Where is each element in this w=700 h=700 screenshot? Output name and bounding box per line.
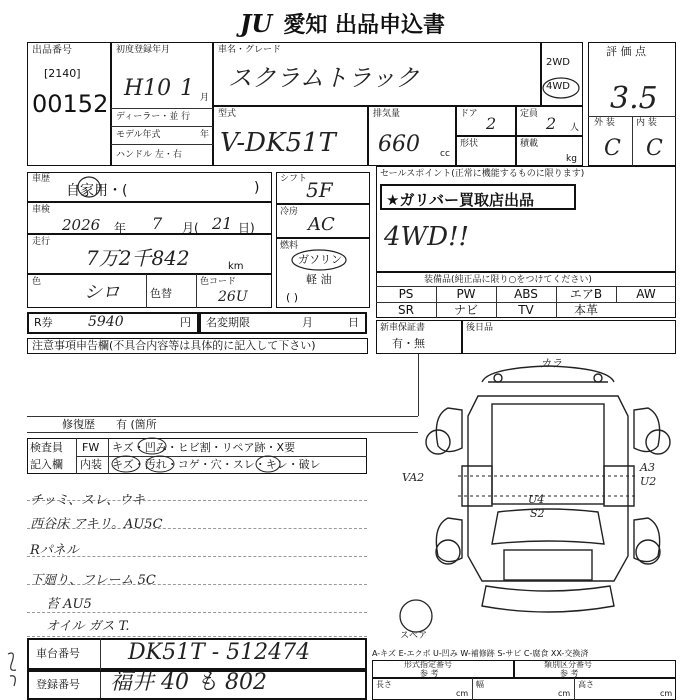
equip-aw: AW bbox=[636, 287, 656, 301]
equipment-label: 装備品(純正品に限り○をつけてください) bbox=[424, 275, 592, 285]
lot-sub: [2140] bbox=[44, 67, 81, 80]
notes-label: 注意事項申告欄(不具合内容等は具体的に記入して下さい) bbox=[32, 339, 316, 352]
diagram-top: カラ bbox=[540, 357, 562, 370]
fuel-circle bbox=[290, 248, 348, 272]
drive-circle bbox=[541, 76, 581, 100]
displacement-value: 660 bbox=[378, 132, 420, 157]
diagram-center-1: U4 bbox=[528, 493, 545, 506]
shift-label: シフト bbox=[280, 174, 308, 184]
displacement-unit: cc bbox=[440, 149, 450, 159]
selling-point-banner: ★ガリバー買取店出品 bbox=[386, 191, 534, 209]
mileage-label: 走行 bbox=[32, 237, 51, 247]
registration-label: 登録番号 bbox=[36, 678, 80, 691]
inspection-year-unit: 年 bbox=[114, 221, 127, 235]
score-label: 評 価 点 bbox=[606, 45, 646, 58]
designated-label: 形式指定番号 bbox=[404, 660, 452, 669]
fw-label: FW bbox=[82, 441, 100, 454]
car-diagram bbox=[418, 356, 678, 636]
equip-ps: PS bbox=[398, 287, 414, 301]
inspection-label: 車検 bbox=[32, 205, 51, 215]
model-year-unit: 年 bbox=[200, 130, 210, 140]
selling-point-box bbox=[376, 166, 676, 272]
inspection-month: 7 bbox=[152, 214, 163, 233]
aftermarket-box bbox=[462, 320, 676, 354]
inspector-circles bbox=[104, 436, 364, 476]
capacity-unit: 人 bbox=[570, 123, 580, 133]
shift-value: 5F bbox=[306, 178, 333, 202]
drive-4wd: 4WD bbox=[546, 81, 570, 92]
first-reg-box bbox=[111, 42, 213, 166]
selling-point-note: 4WD!! bbox=[384, 222, 470, 252]
door-label: ドア bbox=[460, 109, 478, 119]
recycle-label: R券 bbox=[34, 316, 53, 329]
fuel-other: ( ) bbox=[286, 291, 299, 304]
recycle-unit: 円 bbox=[180, 316, 191, 329]
margin-scribble bbox=[2, 646, 26, 696]
capacity-value: 2 bbox=[546, 114, 557, 133]
category-ref: 参 考 bbox=[560, 669, 579, 678]
note-line-1: チッミ、スレ、ウキ bbox=[30, 493, 146, 508]
score-interior: C bbox=[646, 136, 663, 161]
equip-sr: SR bbox=[398, 303, 414, 317]
shape-label: 形状 bbox=[460, 139, 479, 149]
header bbox=[240, 8, 445, 39]
equip-abs: ABS bbox=[514, 287, 538, 301]
model-label: 型式 bbox=[218, 109, 237, 119]
lot-label: 出品番号 bbox=[32, 45, 72, 56]
usage-label: 車歴 bbox=[32, 174, 51, 184]
usage-box bbox=[27, 172, 272, 202]
fuel-diesel: 軽 油 bbox=[306, 273, 332, 286]
recycle-value: 5940 bbox=[88, 314, 124, 330]
dealer-label: ディーラー・並 行 bbox=[116, 112, 191, 122]
chassis-label: 車台番号 bbox=[36, 647, 80, 660]
dims-box bbox=[372, 678, 676, 700]
note-line-3: Rパネル bbox=[30, 543, 79, 558]
diagram-center-2: S2 bbox=[530, 507, 545, 520]
equip-airbag: エアB bbox=[569, 287, 603, 301]
lot-number: 00152 bbox=[32, 90, 109, 118]
usage-circle bbox=[76, 175, 102, 199]
color-label: 色 bbox=[32, 277, 42, 287]
drive-2wd: 2WD bbox=[546, 57, 570, 68]
score-exterior: C bbox=[604, 136, 621, 161]
model-value: V-DK51T bbox=[220, 128, 336, 158]
chassis-value: DK51T - 512474 bbox=[128, 640, 311, 665]
fw-items: キズ・凹み・ヒビ割・リペア跡・X要 bbox=[112, 441, 296, 454]
door-value: 2 bbox=[486, 114, 497, 133]
length-unit: cm bbox=[456, 689, 469, 698]
name-change-month: 月 bbox=[302, 316, 313, 329]
note-line-6: オイル ガス T. bbox=[46, 619, 130, 634]
score-interior-label: 内 装 bbox=[636, 118, 657, 128]
inspection-year: 2026 bbox=[62, 216, 101, 234]
entry-label: 記入欄 bbox=[30, 458, 63, 471]
mileage-unit: km bbox=[228, 261, 244, 272]
color-value: シロ bbox=[84, 282, 120, 303]
selling-point-label: セールスポイント(正常に機能するものに限ります) bbox=[380, 169, 585, 179]
aftermarket-label: 後日品 bbox=[466, 323, 494, 333]
name-change-label: 名変期限 bbox=[206, 316, 250, 329]
equip-tv: TV bbox=[518, 303, 534, 317]
spare-tire-icon bbox=[396, 596, 436, 636]
note-line-2: 西谷床 アキリ。AU5C bbox=[30, 517, 163, 532]
repair-value: 有 (箇所 bbox=[116, 418, 157, 431]
first-reg-month-unit: 月 bbox=[200, 93, 210, 103]
equip-navi: ナビ bbox=[453, 303, 478, 317]
model-year-label: モデル年式 bbox=[116, 130, 161, 140]
inspection-day-unit: 日) bbox=[238, 221, 255, 235]
note-line-4: 下廻り、フレーム 5C bbox=[30, 573, 156, 588]
interior-label: 内装 bbox=[80, 458, 102, 471]
diagram-right-1: A3 bbox=[640, 461, 655, 474]
capacity-label: 定員 bbox=[520, 109, 539, 119]
spare-label: スペア bbox=[400, 631, 428, 641]
height-label: 高さ bbox=[578, 680, 594, 689]
inspection-month-unit: 月( bbox=[182, 221, 199, 235]
equip-pw: PW bbox=[456, 287, 476, 301]
ac-label: 冷房 bbox=[280, 207, 299, 217]
car-name-label: 車名・グレード bbox=[218, 45, 282, 55]
usage-value: 自家用・( bbox=[66, 183, 128, 199]
page-title: 愛知 出品申込書 bbox=[283, 13, 446, 38]
mileage-value: 7万2千842 bbox=[86, 246, 190, 270]
load-label: 積載 bbox=[520, 139, 539, 149]
load-unit: kg bbox=[566, 154, 577, 164]
repaint-label: 色替 bbox=[150, 287, 172, 300]
height-unit: cm bbox=[660, 689, 673, 698]
first-reg-era: H10 bbox=[124, 76, 172, 101]
inspection-day: 21 bbox=[212, 214, 233, 233]
diagram-right-2: U2 bbox=[640, 475, 657, 488]
first-reg-month: 1 bbox=[180, 76, 194, 101]
repair-label: 修復歴 bbox=[62, 418, 95, 431]
diagram-left: VA2 bbox=[402, 471, 425, 484]
warranty-value: 有・無 bbox=[392, 337, 425, 350]
usage-close: ) bbox=[254, 180, 260, 196]
damage-legend: A-キズ E-エクボ U-凹み W-補修跡 S-サビ C-腐食 XX-交換済 bbox=[372, 649, 589, 658]
score-exterior-label: 外 装 bbox=[594, 118, 615, 128]
ac-value: AC bbox=[308, 214, 335, 235]
fuel-gasoline: ガソリン bbox=[298, 253, 342, 266]
first-reg-label: 初度登録年月 bbox=[116, 45, 171, 55]
width-unit: cm bbox=[558, 689, 571, 698]
inspector-label: 検査員 bbox=[30, 441, 63, 454]
interior-items: キズ・汚れ・コゲ・穴・スレ・キレ・破レ bbox=[112, 458, 321, 471]
category-label: 類別区分番号 bbox=[544, 660, 592, 669]
width-label: 幅 bbox=[476, 680, 484, 689]
score-value: 3.5 bbox=[610, 81, 658, 116]
note-line-5: 苔 AU5 bbox=[46, 597, 92, 612]
displacement-label: 排気量 bbox=[373, 109, 401, 119]
warranty-label: 新車保証書 bbox=[380, 323, 426, 333]
designated-ref: 参 考 bbox=[420, 669, 439, 678]
color-code-label: 色コード bbox=[200, 277, 237, 287]
ju-logo: JU bbox=[240, 9, 273, 38]
registration-value: 福井 40 も 802 bbox=[110, 670, 267, 695]
car-name-value: スクラムトラック bbox=[228, 64, 420, 92]
category-box bbox=[514, 660, 676, 678]
equip-leather: 本革 bbox=[573, 303, 598, 317]
handle-label: ハンドル 左・右 bbox=[116, 150, 182, 160]
color-code-value: 26U bbox=[218, 289, 248, 305]
name-change-day: 日 bbox=[348, 316, 359, 329]
length-label: 長さ bbox=[376, 680, 392, 689]
fuel-label: 燃料 bbox=[280, 241, 299, 251]
